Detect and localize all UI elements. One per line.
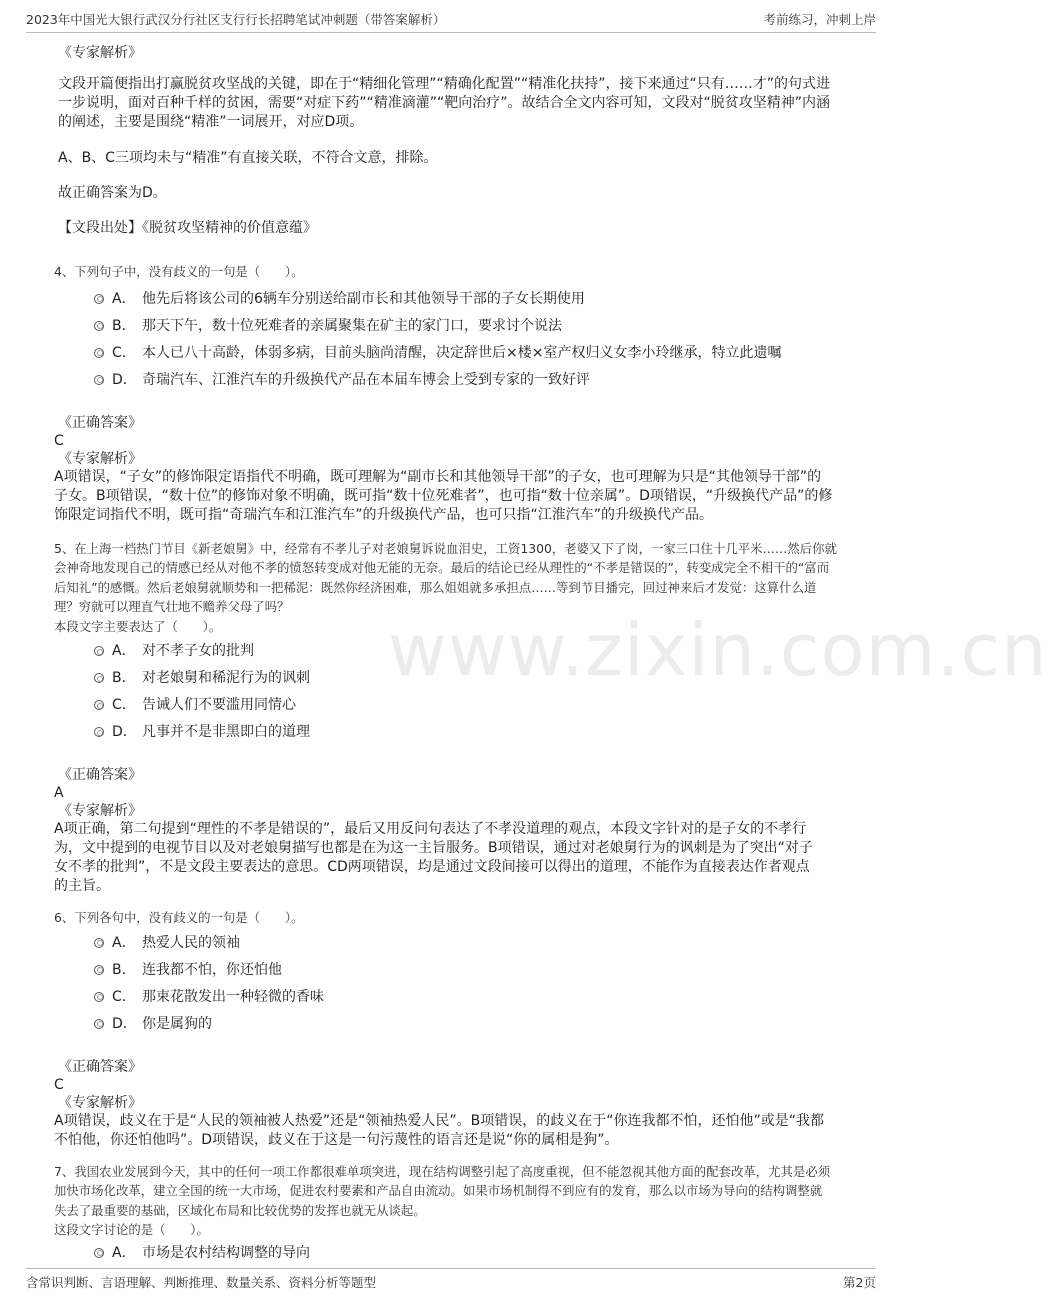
option-c[interactable]: C． 本人已八十高龄，体弱多病，目前头脑尚清醒，决定辞世后×楼×室产权归义女李小玲继承，特立此遗嘱 bbox=[90, 340, 864, 367]
radio-icon[interactable] bbox=[94, 727, 104, 737]
source-citation: 【文段出处】《脱贫攻坚精神的价值意蕴》 bbox=[58, 220, 317, 236]
radio-icon[interactable] bbox=[94, 348, 104, 358]
analysis-line: 女不孝的批判”，不是文段主要表达的意思。CD两项错误，均是通过文段间接可以得出的道理，不能作为直接表达作者观点 bbox=[54, 859, 810, 875]
question-6 bbox=[54, 908, 864, 1150]
question-stem: 会神奇地发现自己的情感已经从对他不孝的愤怒转变成对他无能的无奈。最后的结论已经从理性的“不孝是错误的”，转变成完全不相干的“富而 bbox=[54, 560, 830, 575]
radio-icon[interactable] bbox=[94, 1019, 104, 1029]
footer-categories: 含常识判断、言语理解、判断推理、数量关系、资料分析等题型 bbox=[26, 1275, 377, 1290]
page-header bbox=[26, 8, 876, 33]
option-b[interactable]: B． 对老娘舅和稀泥行为的讽刺 bbox=[90, 665, 864, 692]
question-prompt: 这段文字讨论的是（ ）。 bbox=[54, 1222, 209, 1237]
option-b[interactable]: B． 那天下午，数十位死难者的亲属聚集在矿主的家门口，要求讨个说法 bbox=[90, 313, 864, 340]
page-footer bbox=[26, 1268, 876, 1291]
header-slogan: 考前练习，冲刺上岸 bbox=[763, 12, 876, 27]
analysis-tag: 《专家解析》 bbox=[58, 450, 142, 467]
analysis-line: 不怕他，你还怕他吗”。D项错误，歧义在于这是一句污蔑性的语言还是说“你的属相是狗”。 bbox=[54, 1131, 619, 1148]
question-stem: 失去了最重要的基础，区域化布局和比较优势的发挥也就无从谈起。 bbox=[54, 1202, 426, 1218]
question-5 bbox=[54, 539, 864, 897]
exclusion-note: A、B、C三项均未与“精准”有直接关联，不符合文意，排除。 bbox=[58, 150, 438, 166]
question-4 bbox=[54, 262, 864, 525]
radio-icon[interactable] bbox=[94, 375, 104, 385]
option-a[interactable]: A． 市场是农村结构调整的导向 bbox=[90, 1240, 864, 1267]
question-3-analysis bbox=[54, 44, 864, 238]
question-stem: 后知礼”的感慨。然后老娘舅就顺势和一把稀泥：既然你经济困难，那么姐姐就多承担点……等到节目播完，回过神来后才发觉：这算什么道 bbox=[54, 579, 817, 595]
option-d[interactable]: D． 奇瑞汽车、江淮汽车的升级换代产品在本届车博会上受到专家的一致好评 bbox=[90, 367, 864, 394]
correct-answer: C bbox=[54, 1076, 64, 1093]
question-prompt: 本段文字主要表达了（ ）。 bbox=[54, 618, 222, 634]
analysis-tag: 《专家解析》 bbox=[58, 1094, 142, 1111]
analysis-line: A项错误，“子女”的修饰限定语指代不明确，既可理解为“副市长和其他领导干部”的子女，也可理解为只是“其他领导干部”的 bbox=[54, 468, 822, 485]
option-a[interactable]: A． 对不孝子女的批判 bbox=[90, 638, 864, 665]
question-stem: 理？穷就可以理直气壮地不赡养父母了吗？ bbox=[54, 599, 290, 614]
question-stem: 6、下列各句中，没有歧义的一句是（ ）。 bbox=[54, 910, 304, 925]
radio-icon[interactable] bbox=[94, 700, 104, 710]
question-stem: 加快市场化改革，建立全国的统一大市场，促进农村要素和产品自由流动。如果市场机制得不到应有的发育，那么以市场为导向的结构调整就 bbox=[54, 1183, 823, 1198]
question-7 bbox=[54, 1162, 864, 1267]
document-title: 2023年中国光大银行武汉分行社区支行行长招聘笔试冲刺题（带答案解析） bbox=[26, 12, 446, 27]
radio-icon[interactable] bbox=[94, 673, 104, 683]
watermark: www.zixin.com.cn bbox=[388, 608, 1048, 692]
analysis-line: 一步说明，面对百种千样的贫困，需要“对症下药”“精准滴灌”“靶向治疗”。故结合全文内容可知，文段对“脱贫攻坚精神”内涵 bbox=[58, 95, 831, 111]
option-c[interactable]: C． 那束花散发出一种轻微的香味 bbox=[90, 984, 864, 1011]
analysis-line: 子女。B项错误，“数十位”的修饰对象不明确，既可指“数十位死难者”，也可指“数十位亲属”。D项错误，“升级换代产品”的修 bbox=[54, 487, 833, 504]
analysis-line: 为，文中提到的电视节目以及对老娘舅描写也都是在为这一主旨服务。B项错误，通过对老娘舅行为的讽刺是为了突出“对子 bbox=[54, 840, 813, 856]
radio-icon[interactable] bbox=[94, 1248, 104, 1258]
option-a[interactable]: A． 热爱人民的领袖 bbox=[90, 930, 864, 957]
radio-icon[interactable] bbox=[94, 965, 104, 975]
option-d[interactable]: D． 你是属狗的 bbox=[90, 1011, 864, 1038]
analysis-line: 的阐述，主要是围绕“精准”一词展开，对应D项。 bbox=[58, 114, 364, 130]
correct-answer: C bbox=[54, 432, 64, 449]
analysis-line: A项正确，第二句提到“理性的不孝是错误的”，最后又用反问句表达了不孝没道理的观点，本段文字针对的是子女的不孝行 bbox=[54, 821, 807, 837]
analysis-tag: 《专家解析》 bbox=[58, 803, 142, 819]
analysis-tag: 《专家解析》 bbox=[58, 45, 142, 61]
conclusion: 故正确答案为D。 bbox=[58, 185, 167, 201]
analysis-line: A项错误，歧义在于是“人民的领袖被人热爱”还是“领袖热爱人民”。B项错误，的歧义在于“你连我都不怕，还怕他”或是“我都 bbox=[54, 1112, 824, 1129]
answer-tag: 《正确答案》 bbox=[58, 767, 142, 783]
option-d[interactable]: D． 凡事并不是非黑即白的道理 bbox=[90, 719, 864, 746]
radio-icon[interactable] bbox=[94, 938, 104, 948]
analysis-line: 饰限定词指代不明，既可指“奇瑞汽车和江淮汽车”的升级换代产品，也可只指“江淮汽车”的升级换代产品。 bbox=[54, 506, 714, 523]
analysis-line: 的主旨。 bbox=[54, 878, 110, 894]
page-content bbox=[54, 44, 864, 1267]
question-stem: 4、下列句子中，没有歧义的一句是（ ）。 bbox=[54, 264, 304, 279]
page-number: 第2页 bbox=[843, 1275, 876, 1290]
option-c[interactable]: C． 告诫人们不要滥用同情心 bbox=[90, 692, 864, 719]
radio-icon[interactable] bbox=[94, 646, 104, 656]
correct-answer: A bbox=[54, 785, 64, 801]
option-a[interactable]: A． 他先后将该公司的6辆车分别送给副市长和其他领导干部的子女长期使用 bbox=[90, 286, 864, 313]
radio-icon[interactable] bbox=[94, 992, 104, 1002]
question-stem: 5、在上海一档热门节目《新老娘舅》中，经常有不孝儿子对老娘舅诉说血泪史，工资1300，老婆又下了岗，一家三口住十几平米……然后你就 bbox=[54, 540, 837, 556]
analysis-line: 文段开篇便指出打赢脱贫攻坚战的关键，即在于“精细化管理”“精确化配置”“精准化扶持”，接下来通过“只有……才”的句式进 bbox=[58, 76, 831, 92]
radio-icon[interactable] bbox=[94, 294, 104, 304]
answer-tag: 《正确答案》 bbox=[58, 1058, 142, 1075]
option-b[interactable]: B． 连我都不怕，你还怕他 bbox=[90, 957, 864, 984]
answer-tag: 《正确答案》 bbox=[58, 414, 142, 431]
radio-icon[interactable] bbox=[94, 321, 104, 331]
question-stem: 7、我国农业发展到今天，其中的任何一项工作都很难单项突进，现在结构调整引起了高度重视，但不能忽视其他方面的配套改革，尤其是必须 bbox=[54, 1163, 831, 1179]
